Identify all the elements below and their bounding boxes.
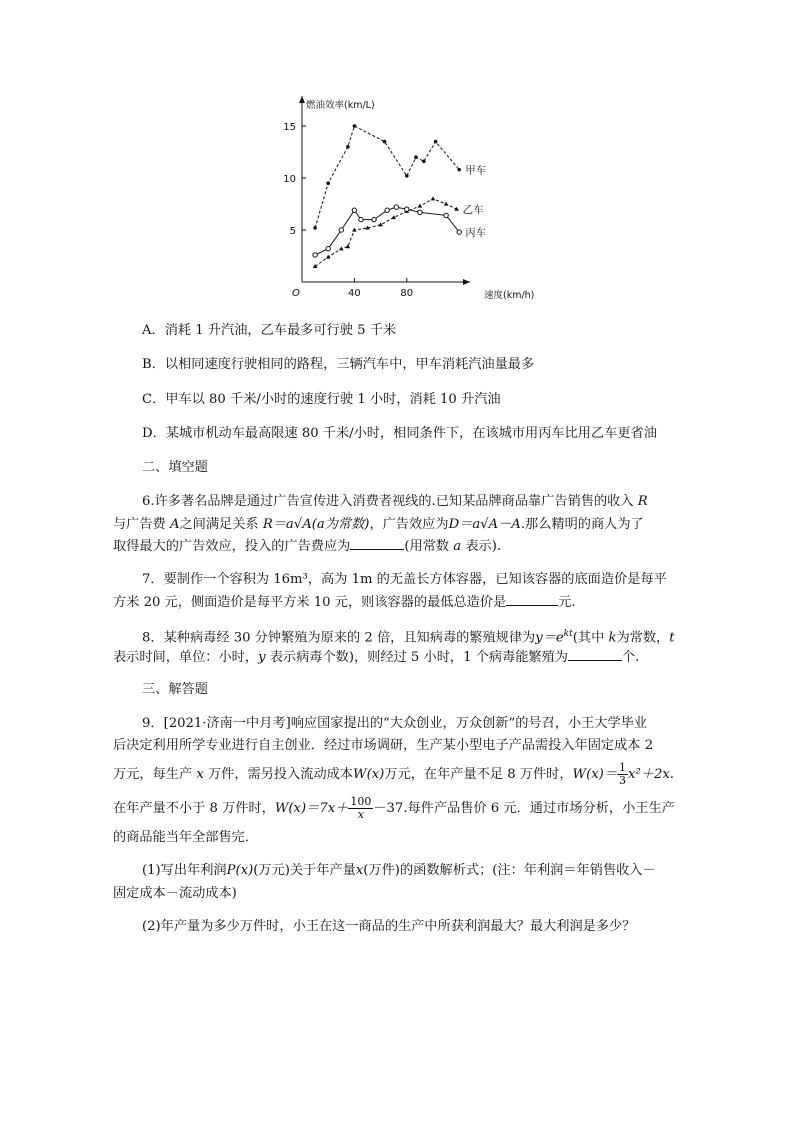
q9-line2: 后决定利用所学专业进行自主创业．经过市场调研，生产某小型电子产品需投入年固定成本 2 — [113, 738, 654, 753]
data-point — [313, 253, 317, 257]
q9-part1-line1 — [142, 862, 656, 879]
data-point — [405, 207, 409, 211]
q6-text: 表示). — [465, 539, 502, 555]
q6-formula-revenue: R＝a√A(a为常数) — [262, 517, 370, 532]
data-point — [385, 208, 389, 212]
x-axis-arrow — [463, 279, 470, 285]
q9-text: (万件)的函数解析式；(注：年利润＝年销售收入－ — [363, 863, 656, 878]
q8-text: 为常数， — [616, 630, 670, 646]
data-point — [418, 204, 423, 208]
section-fill-in-heading: 二、填空题 — [142, 460, 208, 475]
fraction-one-third — [617, 762, 628, 787]
fraction-denominator: 3 — [619, 774, 627, 787]
data-point — [352, 208, 356, 212]
q6-text: 之间满足关系 — [179, 517, 259, 532]
chart-axes — [299, 96, 470, 285]
data-point — [372, 217, 376, 221]
q8-var-t: t — [669, 630, 675, 646]
fraction-denominator: x — [357, 808, 364, 821]
q9-line5: 的商品能当年全部售完． — [113, 830, 259, 845]
q9-line1: 9．[2021·济南一中月考]响应国家提出的“大众创业，万众创新”的号召，小王大学毕业 — [142, 716, 648, 731]
q9-formula-W2: W(x)＝7x＋ — [274, 801, 349, 816]
q8-text: (其中 — [572, 630, 605, 646]
series-label: 乙车 — [462, 204, 484, 217]
answer-blank — [350, 536, 404, 550]
answer-blank — [568, 647, 622, 661]
series-3 — [313, 205, 462, 257]
data-point — [405, 174, 409, 178]
fraction-numerator: 100 — [350, 795, 372, 808]
data-point — [457, 168, 461, 172]
data-point — [313, 264, 318, 268]
data-point — [418, 210, 422, 214]
y-tick-label: 15 — [283, 122, 296, 133]
option-a: A．消耗 1 升汽油，乙车最多可行驶 5 千米 — [142, 323, 397, 338]
chart-labels — [283, 99, 534, 301]
q9-func-P: P(x) — [226, 863, 254, 878]
data-point — [313, 226, 317, 230]
q9-func-W: W(x) — [353, 767, 385, 782]
data-point — [434, 140, 438, 144]
q9-text: (1)写出年利润 — [142, 863, 227, 878]
q8-var-k: k — [608, 630, 617, 646]
data-point — [444, 202, 449, 206]
option-c: C．甲车以 80 千米/小时的速度行驶 1 小时，消耗 10 升汽油 — [142, 392, 501, 407]
q6-text: .那么精明的商人为了 — [520, 517, 644, 532]
option-d: D．某城市机动车最高限速 80 千米/小时，相同条件下，在该城市用丙车比用乙车更省油 — [142, 426, 657, 441]
data-point — [352, 228, 357, 232]
data-point — [326, 181, 330, 185]
x-tick-label: 80 — [400, 288, 414, 299]
x-tick-label: 40 — [348, 288, 361, 299]
data-point — [391, 215, 396, 219]
q8-line1 — [142, 626, 675, 646]
q9-text: (万元)关于年产量 — [253, 863, 356, 878]
q6-var-R: R — [637, 494, 648, 509]
q8-text: 个. — [621, 650, 640, 666]
q8-line2 — [113, 647, 639, 666]
q9-formula-W1: W(x)＝ — [572, 767, 618, 782]
q9-formula-W2-tail: －37.每件产品售价 6 元．通过市场分析，小王生产 — [373, 801, 675, 816]
q8-text: 表示时间，单位：小时， — [113, 650, 259, 666]
data-point — [422, 160, 426, 164]
q9-text: 万元，每生产 — [113, 767, 193, 782]
q9-part1-line2: 固定成本－流动成本) — [113, 886, 237, 901]
q6-formula-effect: D＝a√A－A — [448, 517, 521, 532]
fraction-100-over-x — [348, 796, 373, 821]
y-axis-arrow — [299, 96, 305, 103]
q6-text: 与广告费 — [113, 517, 166, 532]
answer-blank — [506, 592, 558, 606]
series-1 — [313, 124, 461, 230]
q6-text: ，广告效应为 — [369, 517, 449, 532]
data-point — [414, 155, 418, 159]
data-point — [359, 217, 363, 221]
series-label: 甲车 — [465, 164, 487, 177]
q6-line2 — [113, 516, 644, 533]
data-point — [339, 246, 344, 250]
series-label: 丙车 — [465, 227, 487, 240]
data-point — [326, 247, 330, 251]
q6-line1 — [142, 493, 648, 510]
option-b: B．以相同速度行驶相同的路程，三辆汽车中，甲车消耗汽油量最多 — [142, 357, 535, 372]
fraction-numerator: 1 — [619, 761, 627, 774]
q9-var-x: x — [355, 863, 364, 878]
q9-part2: (2)年产量为多少万件时，小王在这一商品的生产中所获利润最大？最大利润是多少？ — [142, 919, 636, 934]
data-point — [353, 124, 357, 128]
series-line — [315, 207, 459, 255]
q6-var-A: A — [169, 517, 180, 532]
q9-line3 — [113, 762, 674, 787]
data-point — [346, 145, 350, 149]
q9-text: 万件，需另投入流动成本 — [207, 767, 354, 782]
y-tick-label: 10 — [283, 174, 296, 185]
chart-series — [313, 124, 462, 268]
q8-exponent: kt — [563, 629, 573, 639]
data-point — [339, 228, 343, 232]
q7-text: 元. — [558, 595, 576, 611]
q6-var-a: a — [453, 539, 462, 555]
q9-formula-W1-tail: x²＋2x. — [628, 767, 674, 782]
y-tick-label: 5 — [289, 226, 296, 237]
q6-text: 取得最大的广告效应，投入的广告费应为 — [113, 539, 351, 555]
data-point — [383, 140, 387, 144]
q8-text: 8．某种病毒经 30 分钟繁殖为原来的 2 倍，且知病毒的繁殖规律为 — [142, 630, 536, 646]
q8-formula: y＝e — [535, 630, 564, 646]
data-point — [326, 255, 331, 259]
data-point — [431, 196, 436, 200]
data-point — [394, 205, 398, 209]
fuel-efficiency-chart — [0, 0, 794, 310]
section-solve-heading: 三、解答题 — [142, 682, 208, 697]
series-2 — [313, 196, 459, 268]
q7-line2 — [113, 592, 576, 611]
q8-var-y: y — [258, 650, 266, 666]
q7-line1: 7．要制作一个容积为 16m³，高为 1m 的无盖长方体容器，已知该容器的底面造价是每平 — [142, 572, 667, 587]
q8-text: 表示病毒个数)，则经过 5 小时，1 个病毒能繁殖为 — [269, 650, 568, 666]
data-point — [444, 213, 448, 217]
data-point — [457, 230, 461, 234]
q6-line3 — [113, 536, 501, 555]
q9-line4 — [113, 796, 675, 821]
q6-text: (用常数 — [404, 539, 450, 555]
q6-text: 6.许多著名品牌是通过广告宣传进入消费者视线的.已知某品牌商品靠广告销售的收入 — [142, 494, 634, 509]
data-point — [346, 244, 351, 248]
q9-text: 在年产量不小于 8 万件时， — [113, 801, 275, 816]
data-point — [378, 222, 383, 226]
origin-label: O — [292, 288, 300, 299]
q7-text: 方米 20 元，侧面造价是每平方米 10 元，则该容器的最低总造价是 — [113, 595, 507, 611]
q9-var-x: x — [196, 767, 204, 782]
y-axis-title: 燃油效率(km/L) — [306, 100, 375, 111]
q9-text: 万元，在年产量不足 8 万件时， — [384, 767, 573, 782]
x-axis-title: 速度(km/h) — [484, 290, 535, 301]
